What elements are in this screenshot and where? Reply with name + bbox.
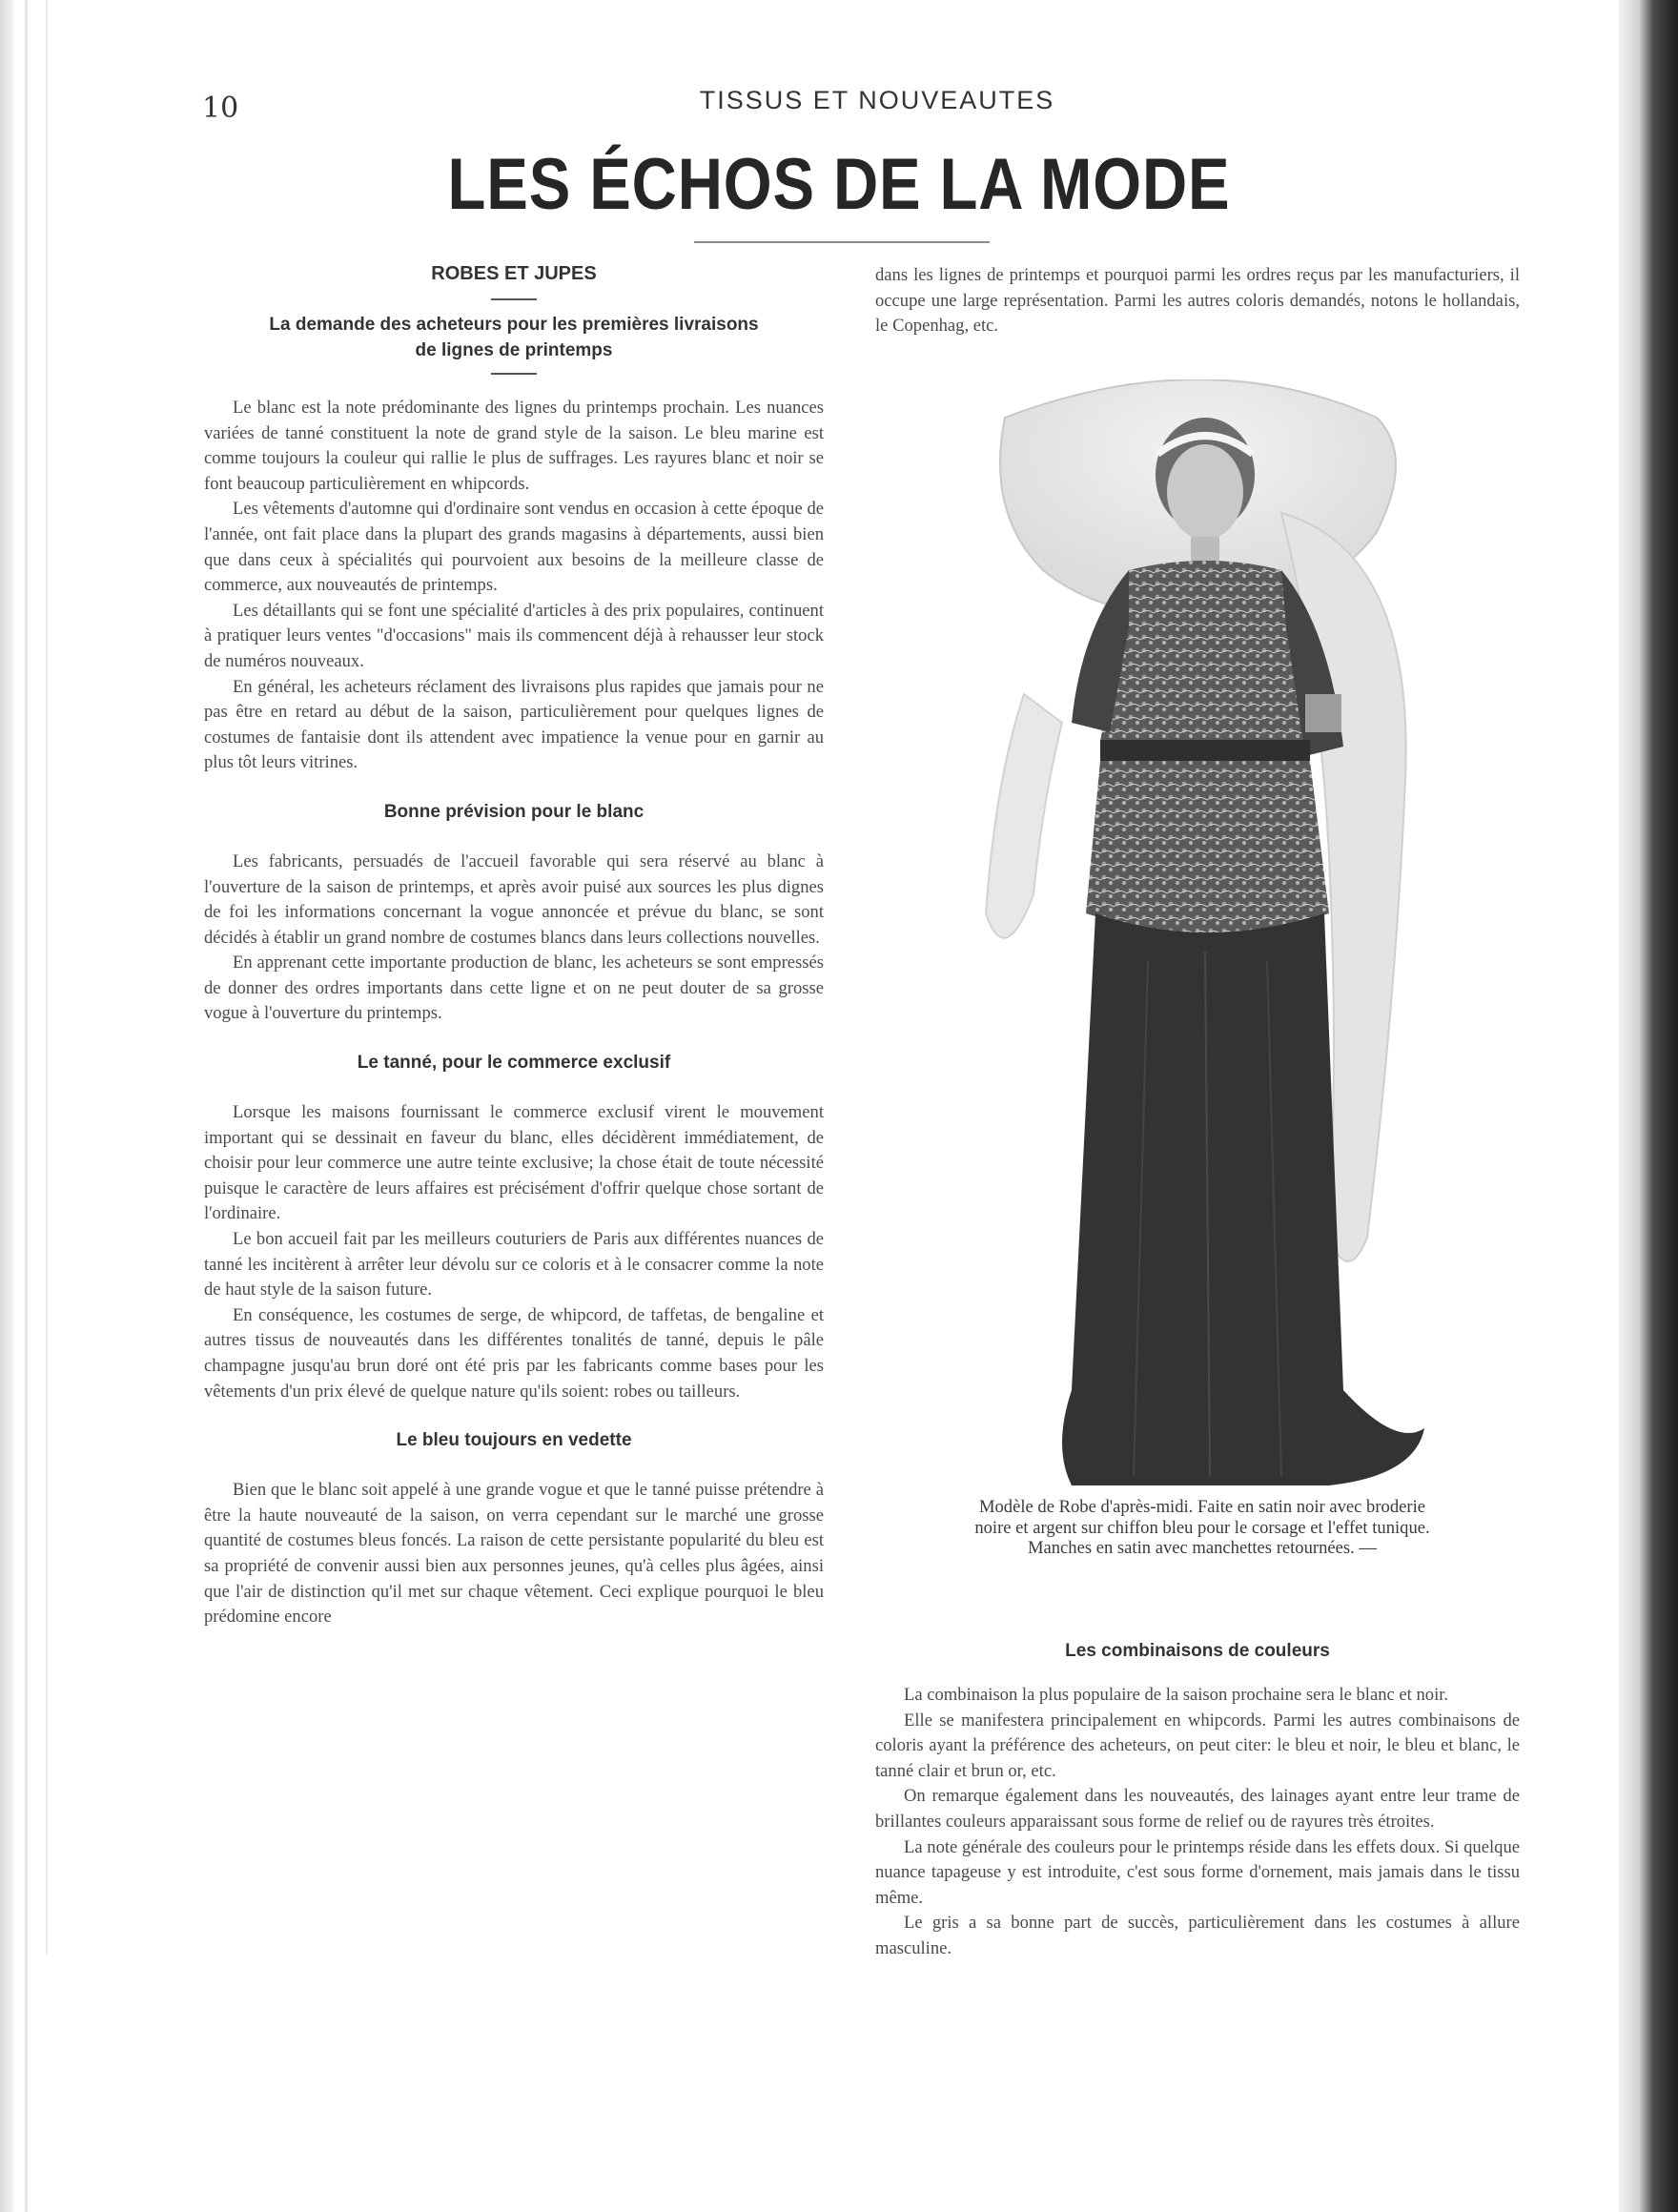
paragraph: En conséquence, les costumes de serge, de whipcord, de taffetas, de bengaline et autres tissus de nouveautés dans les différentes tonalités de tanné, depuis le pâle champagne jusqu'au brun doré ont été pris par les fabricants comme bases pour les vêtements d'un prix élevé de quelque nature qu'ils soient: robes ou tailleurs. [204, 1304, 824, 1402]
scan-edge-left [0, 0, 13, 2212]
right-column-lower [875, 1638, 1520, 1962]
paragraph: Les fabricants, persuadés de l'accueil favorable qui sera réservé au blanc à l'ouverture de la saison de printemps, et après avoir puisé aux sources les plus dignes de foi les informations concernant la vogue annoncée et prévue du blanc, se sont décidés à établir un grand nombre de costumes blancs dans leurs collections nouvelles. [204, 850, 824, 948]
section-heading: ROBES ET JUPES [431, 263, 597, 284]
paragraph: En général, les acheteurs réclament des livraisons plus rapides que jamais pour ne pas être en retard au début de la saison, particulièrement pour quelques lignes de costumes de fantaisie dont ils attendent avec impatience la venue pour en garnir au plus tôt leurs vitrines. [204, 676, 824, 773]
paragraph: Le blanc est la note prédominante des lignes du printemps prochain. Les nuances variées de tanné constituent la note de grand style de la saison. Le bleu marine est comme toujours la couleur qui rallie le plus de suffrages. Les rayures blanc et noir se font beaucoup particulièrement en whipcords. [204, 398, 824, 494]
paragraph: Les vêtements d'automne qui d'ordinaire sont vendus en occasion à cette époque de l'année, ont fait place dans la plupart des grands magasins à départements, aussi bien que dans ceux à spécialités qui pourvoient aux besoins de la meilleure classe de commerce, aux nouveautés de printemps. [204, 499, 824, 596]
paragraph: Le gris a sa bonne part de succès, particulièrement dans les costumes à allure masculine. [875, 1913, 1520, 1958]
scan-edge-line [46, 0, 48, 1955]
paragraph: Lorsque les maisons fournissant le commerce exclusif virent le mouvement important qui se dessinait en faveur du blanc, elles décidèrent immédiatement, de choisir pour leur commerce une autre teinte exclusive; la chose était de toute nécessité puisque le caractère de leurs affaires est précisément d'offrir quelque chose sortant de l'ordinaire. [204, 1102, 824, 1224]
subtitle-line: de lignes de printemps [415, 340, 613, 360]
paragraph: En apprenant cette importante production de blanc, les acheteurs se sont empressés de donner des ordres importants dans cette ligne et on ne peut douter de sa grosse vogue à l'ouverture du printemps. [204, 952, 824, 1024]
paragraph: Le bon accueil fait par les meilleurs couturiers de Paris aux différentes nuances de tanné les incitèrent à arrêter leur dévolu sur ce coloris et à le consacrer comme la note de haut style de la saison future. [204, 1229, 824, 1301]
right-column [875, 263, 1520, 339]
left-column [204, 263, 824, 1630]
scan-edge-right-shadow [1619, 0, 1640, 2212]
paragraph: Bien que le blanc soit appelé à une grande vogue et que le tanné puisse prétendre à être la haute nouveauté de la saison, on verra cependant sur le marché une grosse quantité de costumes bleus foncés. La raison de cette persistante popularité du bleu est sa propriété de convenir aussi bien aux personnes jeunes, qu'à celles plus âgées, ainsi que l'air de distinction qu'il met sur chaque vêtement. Ceci explique pourquoi le bleu prédomine encore [204, 1480, 824, 1628]
scan-edge-line [25, 0, 28, 2212]
page-title: LES ÉCHOS DE LA MODE [447, 144, 1231, 225]
page-number: 10 [202, 92, 239, 125]
subtitle-line: La demande des acheteurs pour les premières livraisons [269, 315, 759, 335]
paragraph: On remarque également dans les nouveautés, des lainages ayant entre leur trame de brillantes couleurs apparaissant sous forme de relief ou de rayures très étroites. [875, 1786, 1520, 1832]
scan-edge-right [1640, 0, 1678, 2212]
article-subtitle [204, 312, 824, 363]
subsection-heading-bleu: Le bleu toujours en vedette [396, 1430, 632, 1451]
subsection-heading-combinaisons: Les combinaisons de couleurs [1065, 1641, 1330, 1661]
divider [491, 373, 537, 375]
running-head: TISSUS ET NOUVEAUTES [699, 86, 1055, 114]
paragraph: Elle se manifestera principalement en whipcords. Parmi les autres combinaisons de coloris ayant la préférence des acheteurs, on peut citer: le bleu et noir, le bleu et blanc, le tanné clair et brun or, etc. [875, 1710, 1520, 1781]
subsection-heading-blanc: Bonne prévision pour le blanc [383, 801, 645, 822]
photo-caption: Modèle de Robe d'après-midi. Faite en satin noir avec broderie noire et argent sur chiffon bleu pour le corsage et l'effet tunique. Manches en satin avec manchettes retournées. — [974, 1497, 1430, 1559]
fashion-photo [967, 379, 1443, 1505]
paragraph-continuation: dans les lignes de printemps et pourquoi parmi les ordres reçus par les manufacturiers, il occupe une large représentation. Parmi les autres coloris demandés, notons le hollandais, le Copenhag, etc. [875, 265, 1520, 337]
paragraph: La combinaison la plus populaire de la saison prochaine sera le blanc et noir. [904, 1685, 1449, 1705]
divider [491, 298, 537, 300]
paragraph: Les détaillants qui se font une spécialité d'articles à des prix populaires, continuent à pratiquer leurs ventes "d'occasions" mais ils commencent déjà à rehausser leur stock de numéros nouveaux. [204, 600, 824, 671]
title-rule [694, 241, 990, 243]
paragraph: La note générale des couleurs pour le printemps réside dans les effets doux. Si quelque nuance tapageuse y est introduite, c'est sous forme d'ornement, mais jamais dans le tissu même. [875, 1836, 1520, 1908]
subsection-heading-tanne: Le tanné, pour le commerce exclusif [357, 1053, 671, 1074]
